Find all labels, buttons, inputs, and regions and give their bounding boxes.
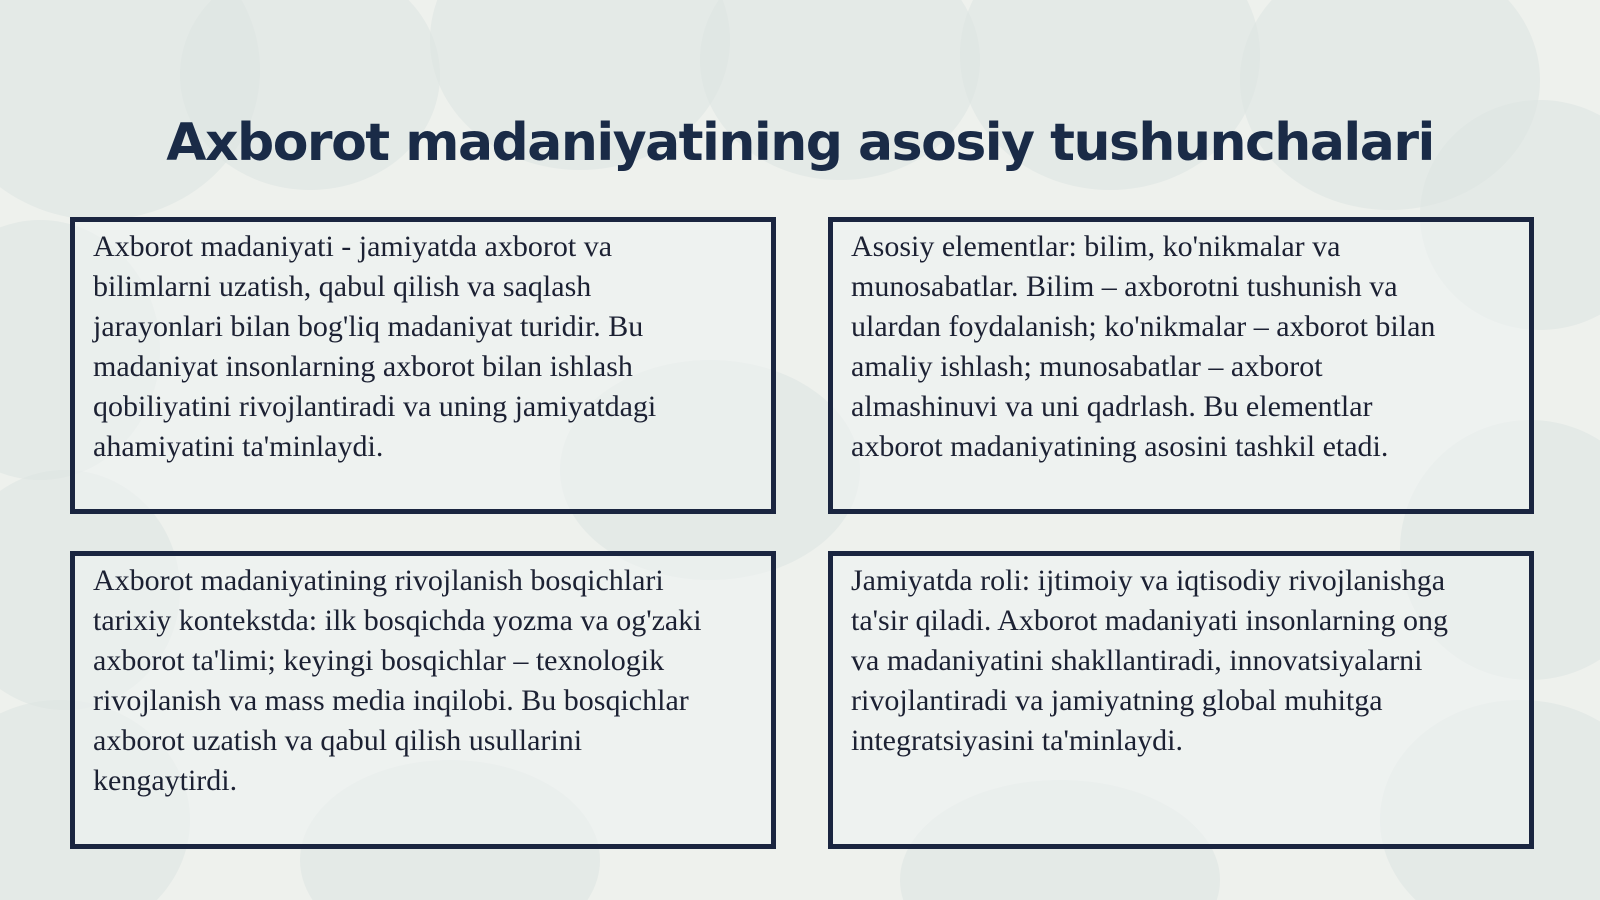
content-card-role [828, 551, 1534, 849]
card-text: Axborot madaniyati - jamiyatda axborot va bilimlarni uzatish, qabul qilish va saqlash jarayonlari bilan bog'liq madaniyat turidir. Bu madaniyat insonlarning axborot bilan ishlash qobiliyatini rivojlantiradi va uning jamiyatdagi ahamiyatini ta'minlaydi. [93, 230, 657, 463]
content-card-stages [70, 551, 776, 849]
card-text: Asosiy elementlar: bilim, ko'nikmalar va munosabatlar. Bilim – axborotni tushunish va ulardan foydalanish; ko'nikmalar – axborot bilan amaliy ishlash; munosabatlar – axborot almashinuvi va uni qadrlash. Bu elementlar axborot madaniyatining asosini tashkil etadi. [851, 230, 1436, 463]
card-text: Axborot madaniyatining rivojlanish bosqichlari tarixiy kontekstda: ilk bosqichda yozma va og'zaki axborot ta'limi; keyingi bosqichlar – texnologik rivojlanish va mass media inqilobi. Bu bosqichlar axborot uzatish va qabul qilish usullarini kengaytirdi. [93, 564, 702, 797]
content-card-elements [828, 217, 1534, 514]
content-card-definition [70, 217, 776, 514]
page-title: Axborot madaniyatining asosiy tushunchalari [166, 113, 1434, 173]
card-text: Jamiyatda roli: ijtimoiy va iqtisodiy rivojlanishga ta'sir qiladi. Axborot madaniyati insonlarning ong va madaniyatini shakllantiradi, innovatsiyalarni rivojlantiradi va jamiyatning global muhitga integratsiyasini ta'minlaydi. [851, 564, 1448, 757]
